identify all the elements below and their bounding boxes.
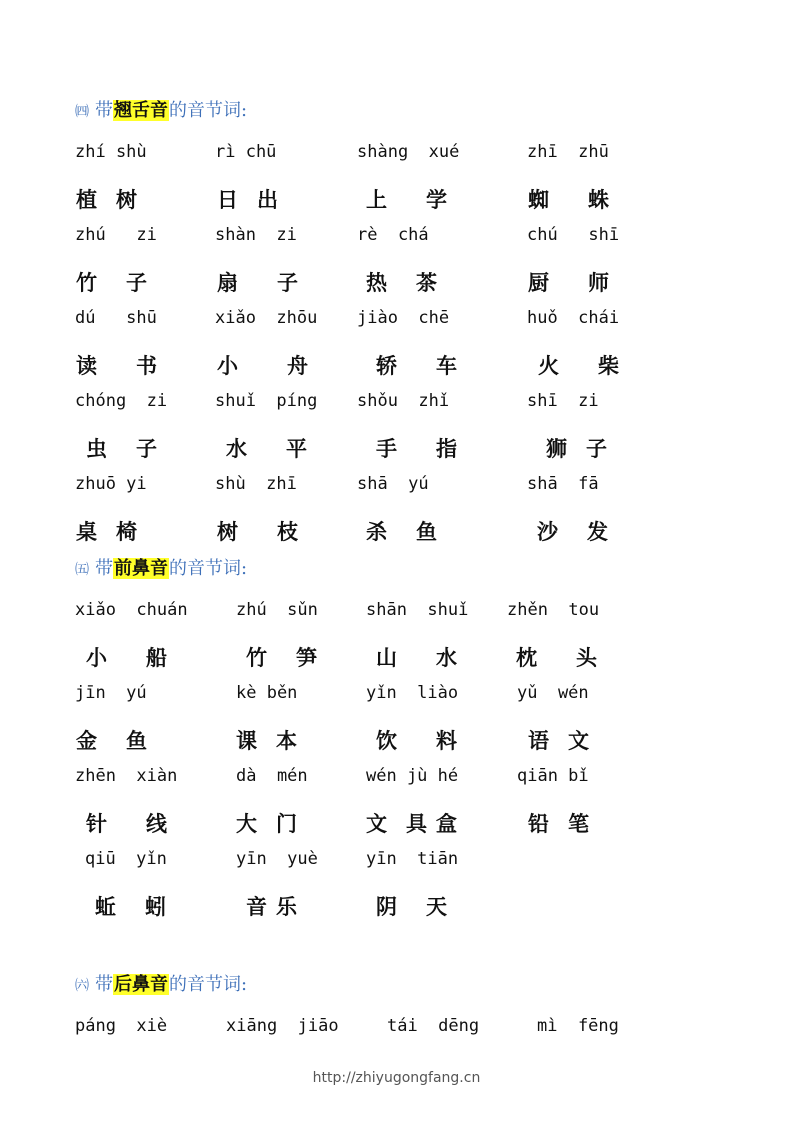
- hanzi-character: 柴: [598, 354, 619, 378]
- hanzi-row: [0, 184, 793, 210]
- pinyin-word: huǒ chái: [527, 308, 620, 328]
- hanzi-character: 日: [217, 188, 238, 212]
- hanzi-character: 天: [426, 895, 447, 919]
- hanzi-character: 师: [588, 271, 609, 295]
- hanzi-character: 出: [257, 188, 278, 212]
- hanzi-character: 枝: [277, 520, 298, 544]
- pinyin-word: zhī zhū: [527, 142, 609, 162]
- hanzi-character: 笋: [296, 646, 317, 670]
- hanzi-character: 舟: [287, 354, 308, 378]
- hanzi-row: [0, 725, 793, 751]
- hanzi-row: [0, 808, 793, 834]
- pinyin-word: yīn yuè: [236, 849, 318, 869]
- heading-suffix: 的音节词:: [169, 100, 248, 121]
- pinyin-word: xiǎo zhōu: [215, 308, 318, 328]
- hanzi-character: 桌: [76, 520, 97, 544]
- pinyin-row: [0, 600, 793, 626]
- pinyin-row: [0, 142, 793, 168]
- heading-suffix: 的音节词:: [169, 974, 248, 995]
- hanzi-character: 发: [587, 520, 608, 544]
- hanzi-character: 门: [276, 812, 297, 836]
- hanzi-row: [0, 433, 793, 459]
- pinyin-word: zhuō yi: [75, 474, 147, 494]
- hanzi-character: 平: [286, 437, 307, 461]
- pinyin-word: jīn yú: [75, 683, 147, 703]
- hanzi-character: 子: [586, 437, 607, 461]
- heading-suffix: 的音节词:: [169, 558, 248, 579]
- hanzi-character: 鱼: [126, 729, 147, 753]
- pinyin-word: dú shū: [75, 308, 157, 328]
- pinyin-word: rì chū: [215, 142, 277, 162]
- pinyin-word: dà mén: [236, 766, 308, 786]
- pinyin-word: shā fā: [527, 474, 599, 494]
- pinyin-word: shàng xué: [357, 142, 460, 162]
- pinyin-word: kè běn: [236, 683, 298, 703]
- hanzi-character: 杀: [366, 520, 387, 544]
- pinyin-row: [0, 391, 793, 417]
- pinyin-word: xiǎo chuán: [75, 600, 188, 620]
- hanzi-character: 小: [217, 354, 238, 378]
- hanzi-character: 山: [376, 646, 397, 670]
- pinyin-word: zhěn tou: [507, 600, 600, 620]
- footer-url: http://zhiyugongfang.cn: [312, 1070, 481, 1086]
- hanzi-character: 课: [236, 729, 257, 753]
- hanzi-row: [0, 891, 793, 917]
- pinyin-word: zhú sǔn: [236, 600, 318, 620]
- hanzi-character: 轿: [376, 354, 397, 378]
- pinyin-word: shā yú: [357, 474, 429, 494]
- hanzi-character: 车: [436, 354, 457, 378]
- pinyin-word: shān shuǐ: [366, 600, 469, 620]
- pinyin-word: yīn tiān: [366, 849, 459, 869]
- hanzi-character: 手: [376, 437, 397, 461]
- pinyin-row: [0, 766, 793, 792]
- pinyin-word: shàn zi: [215, 225, 297, 245]
- pinyin-word: jiào chē: [357, 308, 450, 328]
- hanzi-character: 椅: [116, 520, 137, 544]
- hanzi-character: 热: [366, 271, 387, 295]
- hanzi-character: 鱼: [416, 520, 437, 544]
- pinyin-word: shǒu zhǐ: [357, 391, 450, 411]
- hanzi-character: 竹: [76, 271, 97, 295]
- heading-prefix: 带: [95, 100, 113, 121]
- pinyin-word: zhú zi: [75, 225, 157, 245]
- hanzi-character: 头: [576, 646, 597, 670]
- hanzi-character: 竹: [246, 646, 267, 670]
- pinyin-word: zhí shù: [75, 142, 147, 162]
- section-number: ㈥: [75, 978, 89, 994]
- hanzi-character: 厨: [528, 271, 549, 295]
- hanzi-character: 文: [568, 729, 589, 753]
- hanzi-character: 沙: [537, 520, 558, 544]
- pinyin-word: páng xiè: [75, 1016, 168, 1036]
- pinyin-word: chóng zi: [75, 391, 168, 411]
- heading-prefix: 带: [95, 558, 113, 579]
- hanzi-row: [0, 642, 793, 668]
- section-heading: [75, 556, 247, 583]
- pinyin-row: [0, 474, 793, 500]
- hanzi-character: 盒: [436, 812, 457, 836]
- hanzi-character: 枕: [516, 646, 537, 670]
- hanzi-character: 线: [146, 812, 167, 836]
- hanzi-character: 茶: [416, 271, 437, 295]
- hanzi-character: 具: [406, 812, 427, 836]
- hanzi-character: 扇: [217, 271, 238, 295]
- hanzi-character: 书: [136, 354, 157, 378]
- hanzi-character: 上: [366, 188, 387, 212]
- hanzi-character: 子: [277, 271, 298, 295]
- hanzi-character: 笔: [568, 812, 589, 836]
- pinyin-word: qiān bǐ: [517, 766, 589, 786]
- hanzi-character: 树: [217, 520, 238, 544]
- section-number: ㈣: [75, 104, 89, 120]
- hanzi-character: 船: [146, 646, 167, 670]
- hanzi-row: [0, 350, 793, 376]
- heading-prefix: 带: [95, 974, 113, 995]
- hanzi-character: 狮: [546, 437, 567, 461]
- hanzi-character: 小: [86, 646, 107, 670]
- hanzi-character: 金: [76, 729, 97, 753]
- hanzi-character: 火: [538, 354, 559, 378]
- hanzi-character: 蛛: [588, 188, 609, 212]
- pinyin-word: rè chá: [357, 225, 429, 245]
- hanzi-character: 水: [436, 646, 457, 670]
- hanzi-character: 料: [436, 729, 457, 753]
- pinyin-word: shuǐ píng: [215, 391, 318, 411]
- pinyin-word: tái dēng: [387, 1016, 480, 1036]
- pinyin-word: chú shī: [527, 225, 620, 245]
- hanzi-character: 水: [226, 437, 247, 461]
- pinyin-word: qiū yǐn: [85, 849, 167, 869]
- hanzi-character: 语: [528, 729, 549, 753]
- pinyin-row: [0, 683, 793, 709]
- hanzi-character: 学: [426, 188, 447, 212]
- pinyin-word: wén jù hé: [366, 766, 459, 786]
- hanzi-character: 铅: [528, 812, 549, 836]
- pinyin-word: zhēn xiàn: [75, 766, 178, 786]
- hanzi-character: 读: [76, 354, 97, 378]
- section-heading: [75, 98, 247, 125]
- section-number: ㈤: [75, 562, 89, 578]
- hanzi-character: 文: [366, 812, 387, 836]
- hanzi-row: [0, 516, 793, 542]
- hanzi-character: 乐: [276, 895, 297, 919]
- hanzi-row: [0, 267, 793, 293]
- pinyin-word: shī zi: [527, 391, 599, 411]
- hanzi-character: 蚓: [145, 895, 166, 919]
- hanzi-character: 蚯: [95, 895, 116, 919]
- hanzi-character: 子: [126, 271, 147, 295]
- hanzi-character: 针: [86, 812, 107, 836]
- hanzi-character: 树: [116, 188, 137, 212]
- hanzi-character: 植: [76, 188, 97, 212]
- pinyin-word: yǐn liào: [366, 683, 459, 703]
- pinyin-row: [0, 225, 793, 251]
- hanzi-character: 音: [246, 895, 267, 919]
- section-heading: [75, 972, 247, 999]
- pinyin-row: [0, 308, 793, 334]
- hanzi-character: 指: [436, 437, 457, 461]
- heading-highlight: 后鼻音: [114, 974, 168, 995]
- heading-highlight: 前鼻音: [114, 558, 168, 579]
- hanzi-character: 阴: [376, 895, 397, 919]
- hanzi-character: 虫: [86, 437, 107, 461]
- pinyin-word: xiāng jiāo: [226, 1016, 339, 1036]
- pinyin-word: mì fēng: [537, 1016, 619, 1036]
- heading-highlight: 翘舌音: [114, 100, 168, 121]
- pinyin-row: [0, 849, 793, 875]
- pinyin-row: [0, 1016, 793, 1042]
- pinyin-word: shù zhī: [215, 474, 297, 494]
- hanzi-character: 子: [136, 437, 157, 461]
- hanzi-character: 本: [276, 729, 297, 753]
- hanzi-character: 蜘: [528, 188, 549, 212]
- hanzi-character: 饮: [376, 729, 397, 753]
- hanzi-character: 大: [236, 812, 257, 836]
- pinyin-word: yǔ wén: [517, 683, 589, 703]
